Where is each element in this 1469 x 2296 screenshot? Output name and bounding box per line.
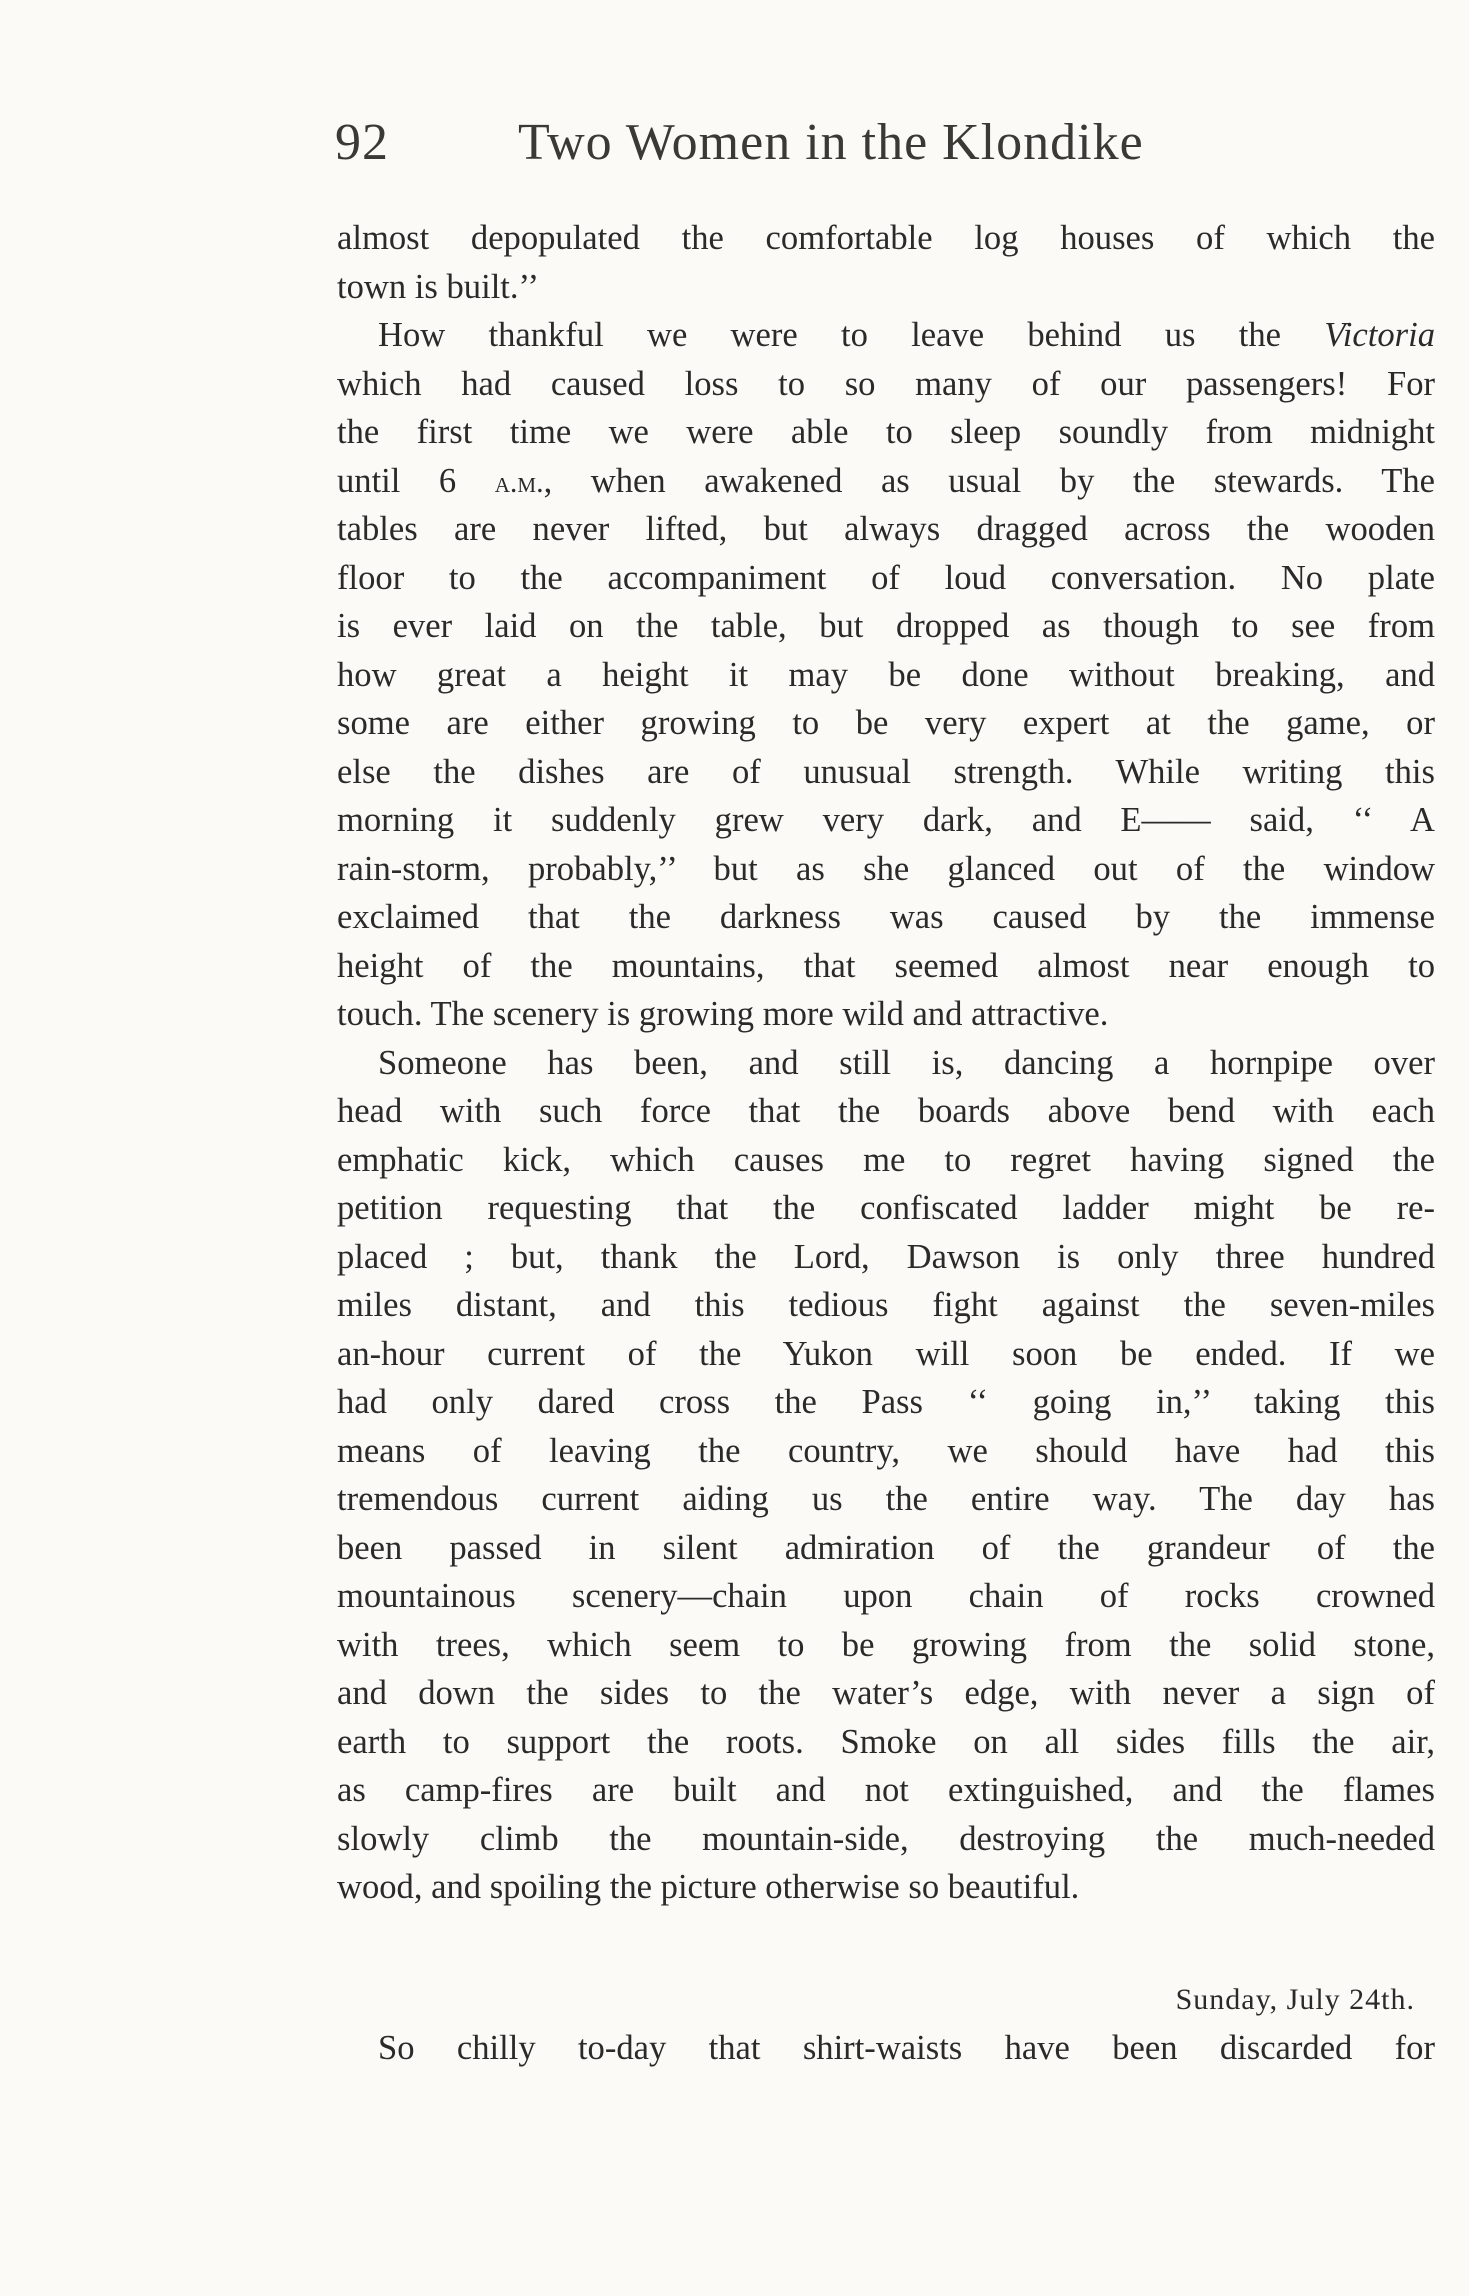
text-line: floor to the accompaniment of loud conversation. No plate: [337, 558, 1435, 597]
text-line: means of leaving the country, we should have had this: [337, 1431, 1435, 1470]
text-line: touch. The scenery is growing more wild and attractive.: [337, 995, 1109, 1033]
text-line: slowly climb the mountain-side, destroying the much-needed: [337, 1819, 1435, 1858]
text-line: as camp-fires are built and not extinguished, and the flames: [337, 1771, 1435, 1809]
ship-name: Victoria: [1324, 316, 1435, 354]
text-line: is ever laid on the table, but dropped as though to see from: [337, 607, 1435, 645]
text-line: petition requesting that the confiscated ladder might be re-: [337, 1189, 1435, 1227]
text-line: height of the mountains, that seemed almost near enough to: [337, 946, 1435, 985]
text-line: almost depopulated the comfortable log houses of which the: [337, 219, 1435, 257]
running-head: [335, 108, 1335, 178]
text-line: how great a height it may be done without breaking, and: [337, 655, 1435, 694]
text-line: miles distant, and this tedious fight against the seven-miles: [337, 1286, 1435, 1324]
text-line: mountainous scenery—chain upon chain of rocks crowned: [337, 1577, 1435, 1615]
text-line: some are either growing to be very expert at the game, or: [337, 704, 1435, 742]
text-line: with trees, which seem to be growing from the solid stone,: [337, 1625, 1435, 1664]
text-fragment: How thankful we were to leave behind us the: [378, 316, 1325, 354]
text-line: an-hour current of the Yukon will soon be ended. If we: [337, 1334, 1435, 1373]
text-fragment: , when awakened as usual by the stewards. The: [543, 461, 1435, 500]
text-line: wood, and spoiling the picture otherwise so beautiful.: [337, 1868, 1080, 1906]
text-line: been passed in silent admiration of the grandeur of the: [337, 1528, 1435, 1567]
text-line: else the dishes are of unusual strength. While writing this: [337, 752, 1435, 791]
text-line: rain-storm, probably,’’ but as she glanced out of the window: [337, 849, 1435, 888]
section-spacer: [337, 1912, 1435, 1976]
text-line: which had caused loss to so many of our passengers! For: [337, 364, 1435, 403]
dateline: Sunday, July 24th.: [1175, 1982, 1415, 2016]
text-line: emphatic kick, which causes me to regret having signed the: [337, 1140, 1435, 1179]
text-line: and down the sides to the water’s edge, with never a sign of: [337, 1674, 1435, 1712]
text-line: earth to support the roots. Smoke on all sides fills the air,: [337, 1722, 1435, 1761]
book-title: Two Women in the Klondike: [518, 114, 1144, 171]
text-line: the first time we were able to sleep soundly from midnight: [337, 413, 1435, 451]
page-number: 92: [335, 114, 389, 171]
text-fragment: until 6: [337, 461, 495, 500]
body-text: [337, 214, 1435, 2073]
text-line: placed ; but, thank the Lord, Dawson is only three hundred: [337, 1237, 1435, 1276]
paragraph-start-line: [337, 311, 1435, 360]
paragraph-start-line: So chilly to-day that shirt-waists have been discarded for: [378, 2029, 1435, 2067]
text-line: town is built.’’: [337, 267, 540, 306]
time-abbreviation: a.m.: [494, 465, 544, 499]
text-line: [337, 457, 1435, 506]
paragraph-start-line: Someone has been, and still is, dancing a hornpipe over: [378, 1043, 1435, 1082]
text-line: head with such force that the boards above bend with each: [337, 1092, 1435, 1130]
text-line: had only dared cross the Pass ‘‘ going in,’’ taking this: [337, 1383, 1435, 1421]
text-line: morning it suddenly grew very dark, and E—— said, ‘‘ A: [337, 801, 1435, 839]
text-line: tables are never lifted, but always dragged across the wooden: [337, 510, 1435, 548]
text-line: exclaimed that the darkness was caused by the immense: [337, 898, 1435, 936]
text-line: tremendous current aiding us the entire way. The day has: [337, 1480, 1435, 1518]
